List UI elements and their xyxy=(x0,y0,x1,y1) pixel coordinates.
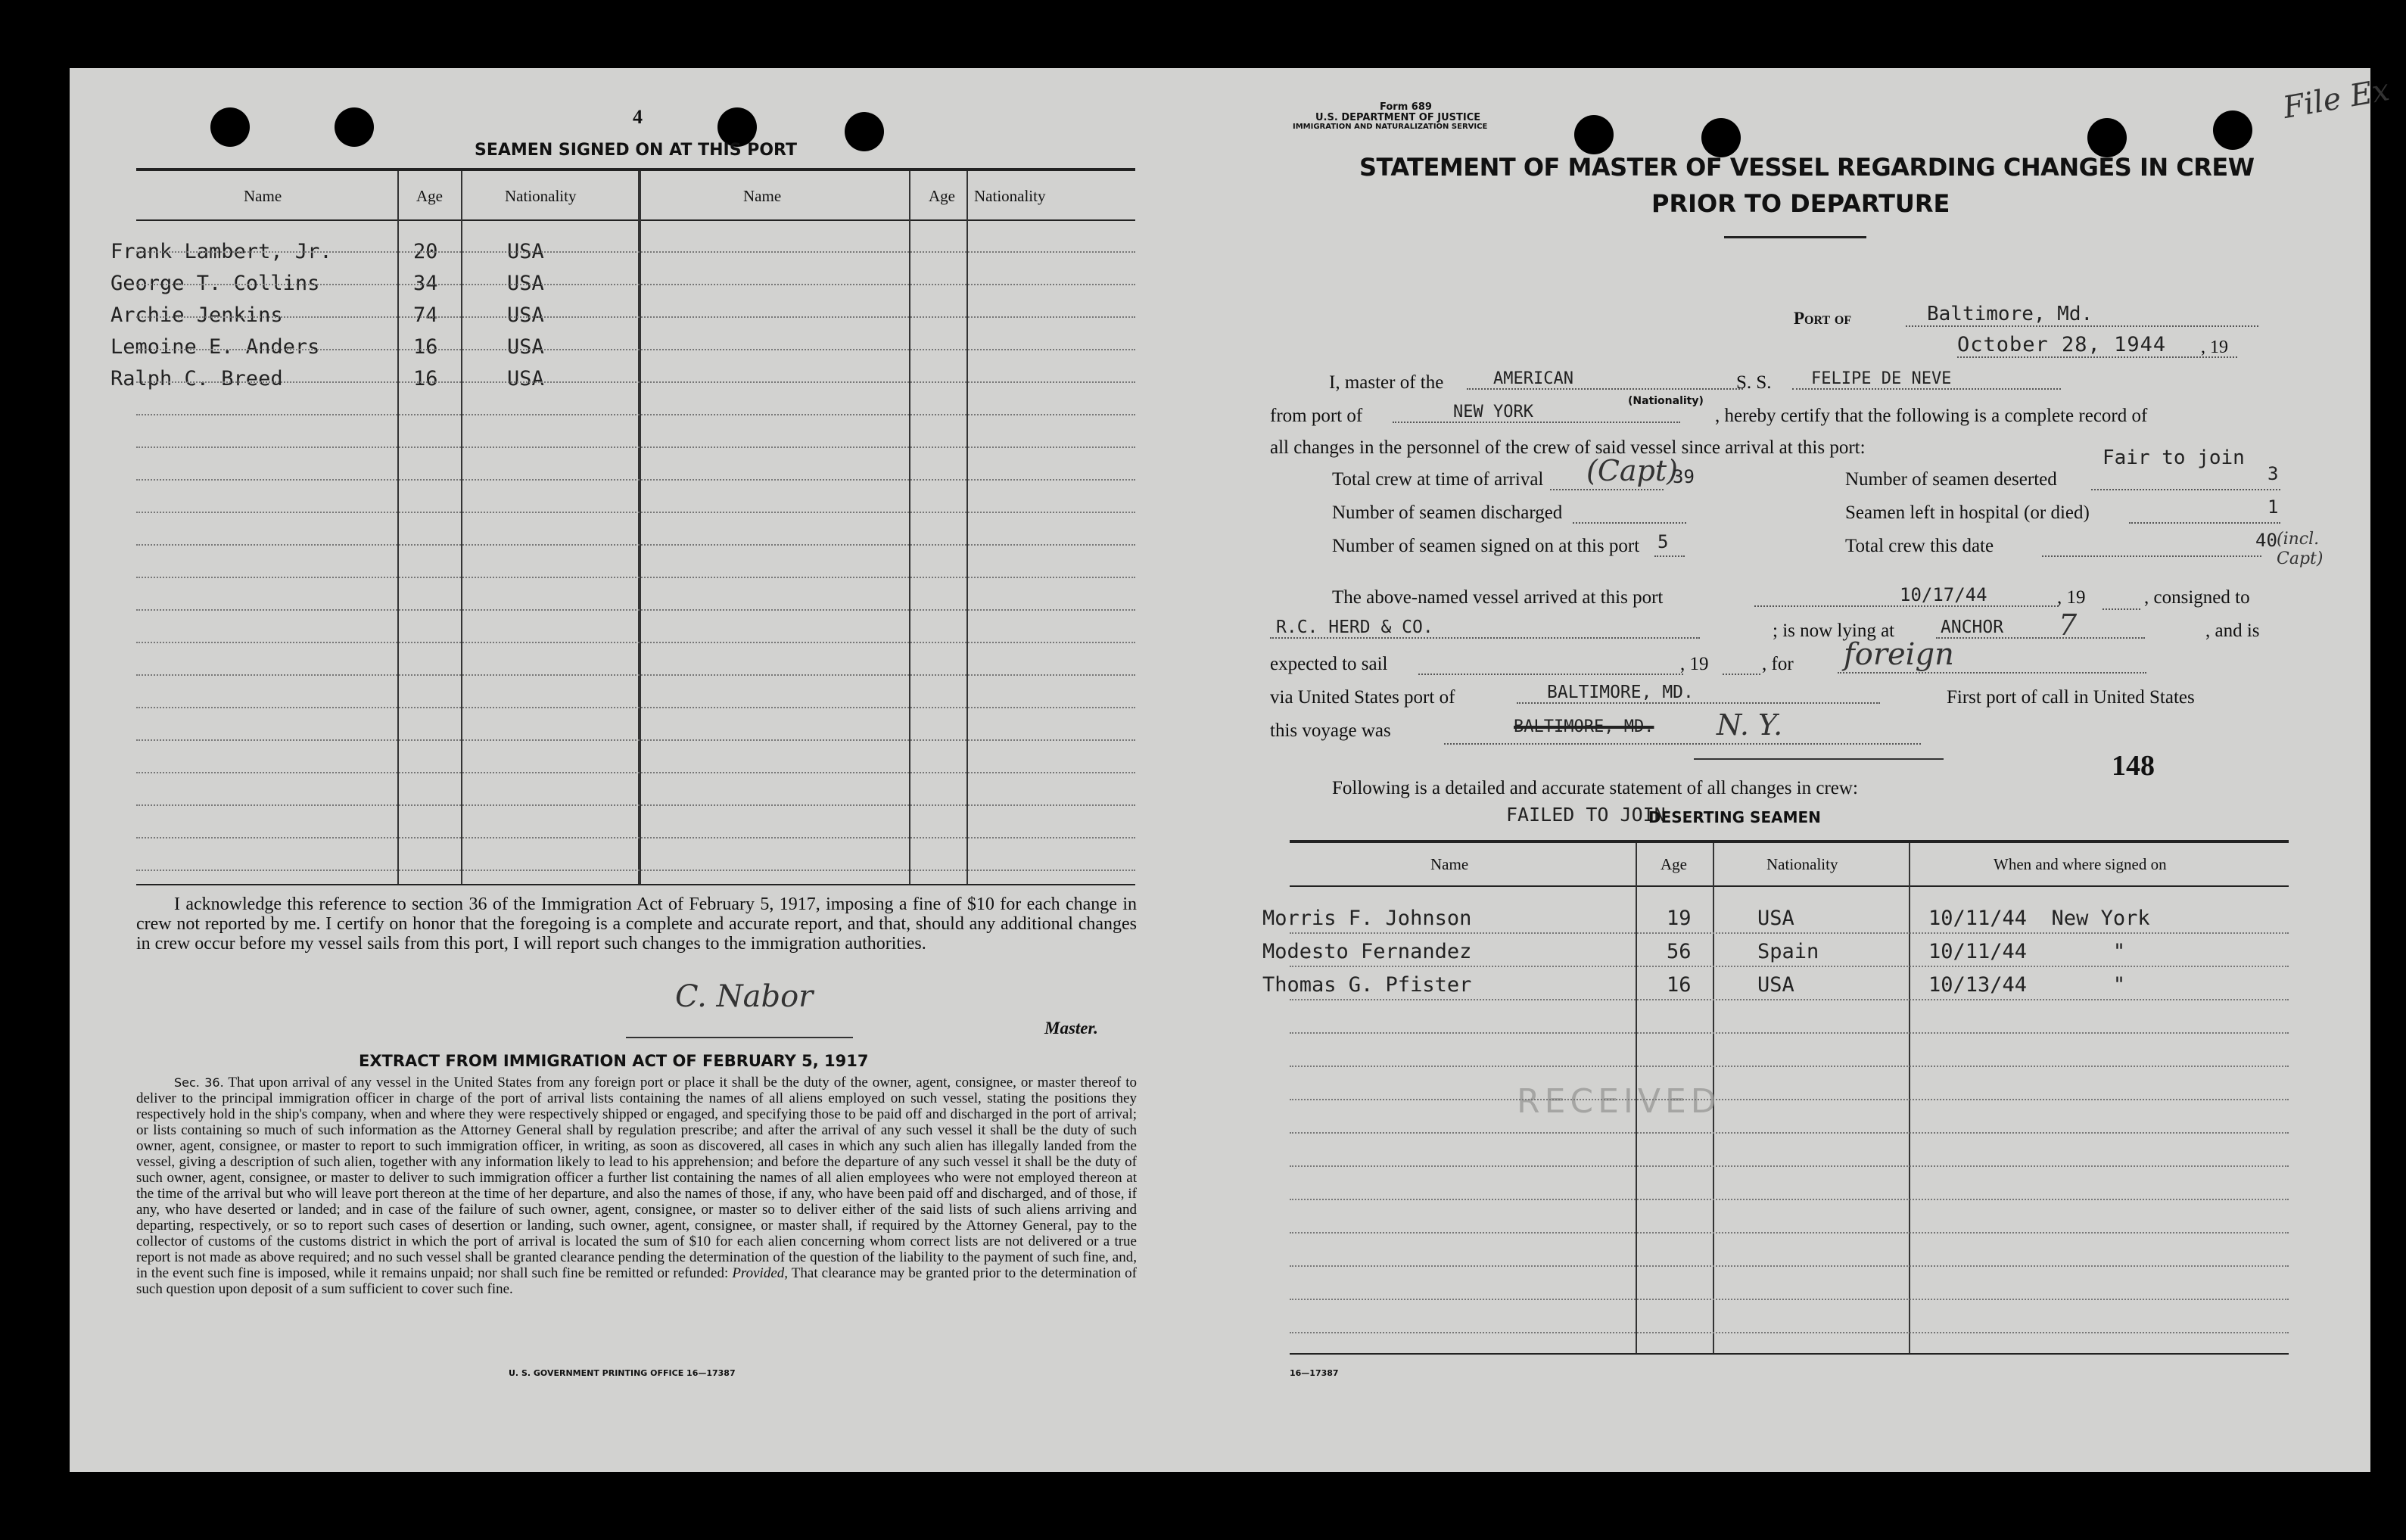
discharged-line xyxy=(1573,498,1686,524)
date-suffix: , 19 xyxy=(2201,338,2228,357)
row-nationality: USA xyxy=(507,240,544,263)
ruled-line xyxy=(136,707,1135,708)
port-of-label: Port of xyxy=(1794,309,1852,328)
ruled-line xyxy=(136,316,1135,318)
voyage-rule xyxy=(1694,758,1944,760)
ruled-line xyxy=(136,544,1135,546)
deserting-table-bottom xyxy=(1290,1353,2289,1355)
row-nationality: USA xyxy=(507,335,544,359)
discharged-label: Number of seamen discharged xyxy=(1332,502,1563,523)
row-signed: 10/13/44 " xyxy=(1928,973,2126,997)
via-field: BALTIMORE, MD. xyxy=(1517,683,1880,704)
deserting-title: DESERTING SEAMEN xyxy=(1648,808,1821,826)
deserted-value: 3 xyxy=(2267,463,2279,484)
hospital-label: Seamen left in hospital (or died) xyxy=(1845,502,2090,523)
expected-year-line xyxy=(1723,649,1760,675)
arrived-year: , 19 xyxy=(2057,587,2086,608)
deserted-label: Number of seamen deserted xyxy=(1845,469,2057,490)
header-name: Name xyxy=(244,187,282,205)
table-header-rule xyxy=(136,219,1135,221)
table-top-rule xyxy=(136,168,1135,171)
column-divider xyxy=(461,171,462,884)
ruled-line xyxy=(136,446,1135,448)
header-age-2: Age xyxy=(929,187,955,205)
punch-hole xyxy=(2087,118,2127,157)
hospital-value: 1 xyxy=(2267,496,2279,518)
following-text: Following is a detailed and accurate statement of all changes in crew: xyxy=(1332,778,1858,798)
ruled-line xyxy=(136,772,1135,773)
extract-end: That clearance may be granted prior to the determination of such question upon deposit of a sum sufficient to cover such fine. xyxy=(136,1265,1137,1297)
from-port-label: from port of xyxy=(1270,406,1363,426)
service-name: IMMIGRATION AND NATURALIZATION SERVICE xyxy=(1293,123,1488,131)
acknowledgement-text: I acknowledge this reference to section 36 of the Immigration Act of February 5, 1917, imposing a fine of $10 for each change in crew not reported by me. I certify on honor that the foregoing is a complete and accurate report, and that, should any additional changes in crew occur before my vessel sails from this port, I will report such changes to the immigration authorities. xyxy=(136,894,1137,954)
column-divider xyxy=(966,171,968,884)
extract-title: EXTRACT FROM IMMIGRATION ACT OF FEBRUARY 5, 1917 xyxy=(359,1052,869,1070)
row-name: Frank Lambert, Jr. xyxy=(110,240,332,263)
table-bottom-rule xyxy=(136,884,1135,885)
arrived-field xyxy=(1754,584,2059,607)
punch-hole xyxy=(335,107,374,147)
ruled-line xyxy=(136,837,1135,838)
row-signed: 10/11/44 New York xyxy=(1928,907,2150,930)
column-divider xyxy=(909,171,910,884)
ruled-line xyxy=(136,804,1135,806)
row-nationality: USA xyxy=(1757,973,1794,997)
ruled-line xyxy=(136,609,1135,611)
total-crew-date-value: 40 xyxy=(2255,530,2277,551)
for-label: , for xyxy=(1762,654,1794,674)
ruled-line xyxy=(136,674,1135,676)
form-title-line1: STATEMENT OF MASTER OF VESSEL REGARDING CHANGES IN CREW xyxy=(1359,153,2255,182)
voyage-hand: N. Y. xyxy=(1717,708,1783,742)
ruled-line xyxy=(1290,932,2289,934)
hospital-line xyxy=(2129,498,2280,524)
total-crew-arrival-value: 39 xyxy=(1673,466,1695,487)
extract-body: That upon arrival of any vessel in the United States from any foreign port or place it shall be the duty of the owner, agent, consignee, or master thereof to deliver to the principal immigration officer in charge of the port of arrival lists containing the names of all aliens employed on such vessel, stating the positions they respectively hold in the ship's company, when and where they were respectively shipped or engaged, and specifying those to be paid off and discharged in the port of arrival; or lists containing so much of such information as the Attorney General shall by regulation prescribe; and after the arrival of any such vessel it shall be the duty of such owner, agent, consignee, or master to report to such immigration officer, in writing, as soon as discovered, all cases in which any such alien has illegally landed from the vessel, giving a description of such alien, together with any information likely to lead to his apprehension; and before the departure of any such vessel it shall be the duty of such owner, agent, consignee, or master to deliver to such immigration officer a further list containing the names of all alien employees who were not employed thereon at the time of the arrival but who will leave port thereon at the time of her departure, and also the names of those, if any, who have been paid off and discharged, and of those, if any, who have deserted or landed; and in case of the failure of such owner, agent, consignee, or master so to deliver either of the said lists of such aliens arriving and departing, respectively, or so to report such cases of desertion or landing, such owner, agent, consignee, or master shall, if required by the Attorney General, pay to the collector of customs of the customs district in which the port of arrival is located the sum of $10 for each alien concerning whom correct lists are not delivered or a true report is not made as above required; and no such vessel shall be granted clearance pending the determination of the question of the liability to the payment of such fine, and, in the event such fine is imposed, while it remains unpaid; nor shall such fine be remitted or refunded: xyxy=(136,1075,1137,1281)
header-name-2: Name xyxy=(743,187,782,205)
lying-field: ANCHOR xyxy=(1936,618,2145,639)
row-nationality: Spain xyxy=(1757,940,1819,963)
arrived-label: The above-named vessel arrived at this port xyxy=(1332,587,1664,608)
first-port-label: First port of call in United States xyxy=(1947,687,2195,708)
deserted-line xyxy=(2091,465,2280,490)
ruled-line xyxy=(136,414,1135,415)
right-page xyxy=(1217,68,2392,1472)
header-nationality-2: Nationality xyxy=(974,187,1046,205)
ruled-line xyxy=(136,251,1135,253)
row-name: Thomas G. Pfister xyxy=(1262,973,1472,997)
header-nationality: Nationality xyxy=(505,187,577,205)
row-age: 16 xyxy=(413,367,438,390)
ruled-line xyxy=(1290,1165,2289,1167)
punch-hole xyxy=(2213,110,2252,150)
voyage-struck: BALTIMORE, MD. xyxy=(1514,717,1654,736)
form-number: Form 689 xyxy=(1380,101,1432,113)
master-label: Master. xyxy=(1044,1019,1098,1038)
deserting-table-top xyxy=(1290,840,2289,843)
row-age: 19 xyxy=(1667,907,1692,930)
ruled-line xyxy=(1290,1066,2289,1067)
row-age: 56 xyxy=(1667,940,1692,963)
lying-label: ; is now lying at xyxy=(1773,621,1895,641)
voyage-label: this voyage was xyxy=(1270,720,1391,741)
lying-hand: 7 xyxy=(2059,608,2078,642)
ruled-line xyxy=(136,739,1135,741)
nationality-field: AMERICAN xyxy=(1467,369,1743,390)
for-field: foreign xyxy=(1838,637,2146,674)
row-nationality: USA xyxy=(507,367,544,390)
port-of-field: Baltimore, Md. xyxy=(1906,303,2258,327)
master-signature: C. Nabor xyxy=(675,979,814,1014)
row-age: 20 xyxy=(413,240,438,263)
total-crew-arrival-label: Total crew at time of arrival xyxy=(1332,469,1544,490)
handwritten-note-top: File Ex xyxy=(2280,73,2392,126)
punch-hole xyxy=(1701,118,1741,157)
row-nationality: USA xyxy=(507,272,544,295)
expected-label: expected to sail xyxy=(1270,654,1388,674)
via-label: via United States port of xyxy=(1270,687,1455,708)
failed-to-join-label: FAILED TO JOIN xyxy=(1506,804,1666,826)
punch-hole xyxy=(845,112,884,151)
signed-on-label: Number of seamen signed on at this port xyxy=(1332,536,1640,556)
ruled-line xyxy=(136,577,1135,578)
ruled-line xyxy=(1290,1265,2289,1267)
row-age: 74 xyxy=(413,303,438,327)
ruled-line xyxy=(136,512,1135,513)
title-underline xyxy=(1724,236,1866,238)
ruled-line xyxy=(136,870,1135,871)
page-number: 4 xyxy=(633,106,643,128)
punch-hole xyxy=(210,107,250,147)
extract-text xyxy=(136,1075,1137,1297)
ruled-line xyxy=(1290,1332,2289,1333)
row-name: Ralph C. Breed xyxy=(110,367,283,390)
ruled-line xyxy=(1290,1199,2289,1200)
stamp-number: 148 xyxy=(2112,750,2155,782)
nationality-caption: (Nationality) xyxy=(1628,395,1704,407)
column-divider xyxy=(397,171,399,884)
ruled-line xyxy=(1290,1232,2289,1234)
deserting-header-nationality: Nationality xyxy=(1766,855,1838,873)
and-is-label: , and is xyxy=(2205,621,2260,641)
signed-on-value: 5 xyxy=(1657,531,1669,552)
row-age: 34 xyxy=(413,272,438,295)
deserting-header-age: Age xyxy=(1661,855,1687,873)
row-name: Lemoine E. Anders xyxy=(110,335,320,359)
consigned-label: , consigned to xyxy=(2144,587,2250,608)
printing-office: U. S. GOVERNMENT PRINTING OFFICE 16—17387 xyxy=(509,1368,736,1378)
total-crew-date-note: (incl. Capt) xyxy=(2277,530,2324,568)
ruled-line xyxy=(136,381,1135,383)
expected-line xyxy=(1418,649,1683,675)
deserting-table-header-rule xyxy=(1290,885,2289,887)
row-signed: 10/11/44 " xyxy=(1928,940,2126,963)
header-age: Age xyxy=(416,187,443,205)
received-stamp: RECEIVED xyxy=(1517,1082,1721,1121)
ruled-line xyxy=(136,642,1135,643)
total-crew-date-label: Total crew this date xyxy=(1845,536,1994,556)
row-name: Modesto Fernandez xyxy=(1262,940,1472,963)
expected-year: , 19 xyxy=(1680,654,1709,674)
ruled-line xyxy=(136,284,1135,285)
column-divider xyxy=(638,171,641,884)
ruled-line xyxy=(1290,1132,2289,1134)
ship-name-field: FELIPE DE NEVE xyxy=(1792,369,2061,390)
ruled-line xyxy=(1290,1032,2289,1034)
provided-word: Provided, xyxy=(732,1265,789,1281)
master-of-label: I, master of the xyxy=(1329,372,1444,393)
row-age: 16 xyxy=(1667,973,1692,997)
row-name: Morris F. Johnson xyxy=(1262,907,1472,930)
row-name: George T. Collins xyxy=(110,272,320,295)
column-divider xyxy=(1909,843,1910,1353)
deserting-header-name: Name xyxy=(1430,855,1469,873)
voyage-line xyxy=(1444,720,1921,745)
ruled-line xyxy=(1290,999,2289,1000)
date-field: October 28, 1944 xyxy=(1957,333,2237,358)
left-page xyxy=(70,68,1217,1472)
row-nationality: USA xyxy=(1757,907,1794,930)
from-port-field: NEW YORK xyxy=(1393,403,1680,423)
signature-line xyxy=(626,1037,853,1038)
total-crew-arrival-note: (Capt) xyxy=(1586,454,1678,487)
consignee-field: R.C. HERD & CO. xyxy=(1270,618,1700,639)
form-title-line2: PRIOR TO DEPARTURE xyxy=(1651,189,1950,218)
total-crew-date-line xyxy=(2042,531,2261,557)
department-name: U.S. DEPARTMENT OF JUSTICE xyxy=(1315,112,1481,123)
section-title: SEAMEN SIGNED ON AT THIS PORT xyxy=(475,141,797,160)
all-changes-text: all changes in the personnel of the crew of said vessel since arrival at this port: xyxy=(1270,437,1866,458)
footer-code: 16—17387 xyxy=(1290,1368,1339,1378)
deserting-header-signed: When and where signed on xyxy=(1994,855,2167,873)
row-age: 16 xyxy=(413,335,438,359)
punch-hole xyxy=(1574,115,1614,154)
section-label: Sec. 36. xyxy=(174,1075,224,1090)
ruled-line xyxy=(1290,966,2289,967)
arrived-value: 10/17/44 xyxy=(1900,584,1987,605)
ruled-line xyxy=(136,349,1135,350)
arrived-year-line xyxy=(2103,584,2140,610)
row-nationality: USA xyxy=(507,303,544,327)
ruled-line xyxy=(136,479,1135,481)
ruled-line xyxy=(1290,1299,2289,1300)
ruled-line xyxy=(1290,1099,2289,1100)
deserted-note: Fair to join xyxy=(2103,446,2245,469)
ss-label: S. S. xyxy=(1736,372,1772,393)
certify-text: , hereby certify that the following is a complete record of xyxy=(1715,406,2148,426)
row-name: Archie Jenkins xyxy=(110,303,283,327)
